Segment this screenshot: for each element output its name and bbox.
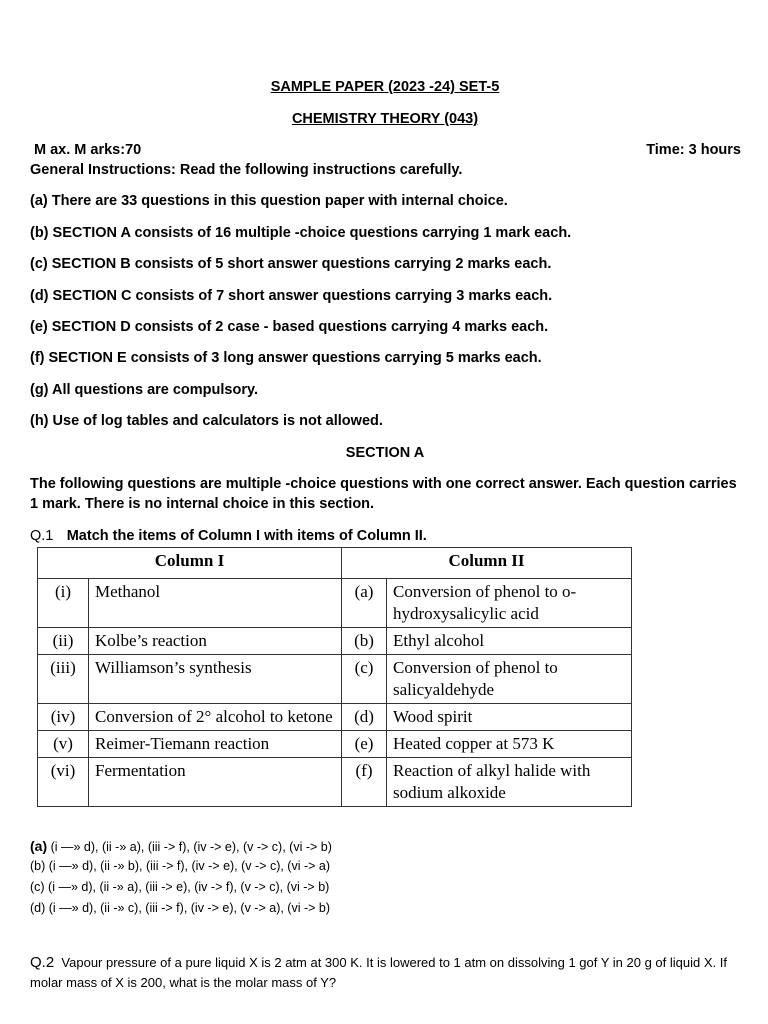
column-2-item: Conversion of phenol to o-hydroxysalicylic acid <box>387 579 632 628</box>
column-1-item: Williamson’s synthesis <box>89 655 342 704</box>
table-row <box>38 655 632 704</box>
match-table <box>37 547 632 807</box>
column-1-item: Kolbe’s reaction <box>89 628 342 655</box>
column-1-header: Column I <box>38 548 342 579</box>
table-row <box>38 731 632 758</box>
row-number: (iii) <box>38 655 89 704</box>
column-1-item: Methanol <box>89 579 342 628</box>
row-letter: (e) <box>342 731 387 758</box>
column-1-item: Fermentation <box>89 758 342 807</box>
instruction-item: (d) SECTION C consists of 7 short answer questions carrying 3 marks each. <box>30 288 553 304</box>
column-2-item: Heated copper at 573 K <box>387 731 632 758</box>
q1-option-c <box>30 880 329 894</box>
paper-subtitle: CHEMISTRY THEORY (043) <box>291 111 479 127</box>
instruction-item: (b) SECTION A consists of 16 multiple -choice questions carrying 1 mark each. <box>30 225 572 241</box>
option-text: (c) (i —» d), (ii -» a), (iii -> e), (iv -> f), (v -> c), (vi -> b) <box>30 880 330 894</box>
row-number: (i) <box>38 579 89 628</box>
row-letter: (a) <box>342 579 387 628</box>
paper-title: SAMPLE PAPER (2023 -24) SET-5 <box>270 79 500 95</box>
row-number: (iv) <box>38 704 89 731</box>
q1-option-d <box>30 901 330 915</box>
instruction-item: (f) SECTION E consists of 3 long answer questions carrying 5 marks each. <box>30 350 542 366</box>
time-allowed: Time: 3 hours <box>646 142 741 158</box>
q2-text: Vapour pressure of a pure liquid X is 2 atm at 300 K. It is lowered to 1 atm on dissolving 1 gof Y in 20 g of liquid X. If molar mass of X is 200, what is the molar mass of Y? <box>30 955 727 990</box>
option-text: (d) (i —» d), (ii -» c), (iii -> f), (iv -> e), (v -> a), (vi -> b) <box>30 901 331 915</box>
section-a-intro: The following questions are multiple -choice questions with one correct answer. Each question carries 1 mark. There is no internal choice in this section. <box>30 476 737 512</box>
column-2-item: Wood spirit <box>387 704 632 731</box>
instruction-item: (g) All questions are compulsory. <box>30 382 259 398</box>
column-2-header: Column II <box>342 548 632 579</box>
column-1-item: Reimer-Tiemann reaction <box>89 731 342 758</box>
q2-block <box>30 953 740 993</box>
table-row <box>38 579 632 628</box>
row-letter: (b) <box>342 628 387 655</box>
instruction-item: (a) There are 33 questions in this question paper with internal choice. <box>30 193 508 209</box>
q1-text: Match the items of Column I with items of Column II. <box>66 528 427 544</box>
column-1-item: Conversion of 2° alcohol to ketone <box>89 704 342 731</box>
table-row <box>38 704 632 731</box>
instructions-heading: General Instructions: Read the following instructions carefully. <box>30 162 463 178</box>
row-number: (vi) <box>38 758 89 807</box>
q1-prompt <box>30 527 427 545</box>
table-header-row <box>38 548 632 579</box>
row-letter: (c) <box>342 655 387 704</box>
max-marks: M ax. M arks:70 <box>34 142 142 158</box>
table-row <box>38 628 632 655</box>
row-letter: (f) <box>342 758 387 807</box>
option-text: (i —» d), (ii -» a), (iii -> f), (iv -> e), (v -> c), (vi -> b) <box>47 840 332 854</box>
column-2-item: Reaction of alkyl halide with sodium alkoxide <box>387 758 632 807</box>
table-row <box>38 758 632 807</box>
row-number: (v) <box>38 731 89 758</box>
row-number: (ii) <box>38 628 89 655</box>
q1-number: Q.1 <box>30 528 54 544</box>
section-a-heading: SECTION A <box>345 445 425 461</box>
q2-number: Q.2 <box>30 954 55 971</box>
q1-option-a <box>30 838 332 854</box>
instruction-item: (e) SECTION D consists of 2 case - based questions carrying 4 marks each. <box>30 319 549 335</box>
row-letter: (d) <box>342 704 387 731</box>
column-2-item: Ethyl alcohol <box>387 628 632 655</box>
instruction-item: (c) SECTION B consists of 5 short answer questions carrying 2 marks each. <box>30 256 552 272</box>
q1-option-b <box>30 859 330 873</box>
column-2-item: Conversion of phenol to salicyaldehyde <box>387 655 632 704</box>
option-label: (a) <box>30 838 48 854</box>
instruction-item: (h) Use of log tables and calculators is not allowed. <box>30 413 383 429</box>
option-text: (b) (i —» d), (ii -» b), (iii -> f), (iv -> e), (v -> c), (vi -> a) <box>30 859 331 873</box>
